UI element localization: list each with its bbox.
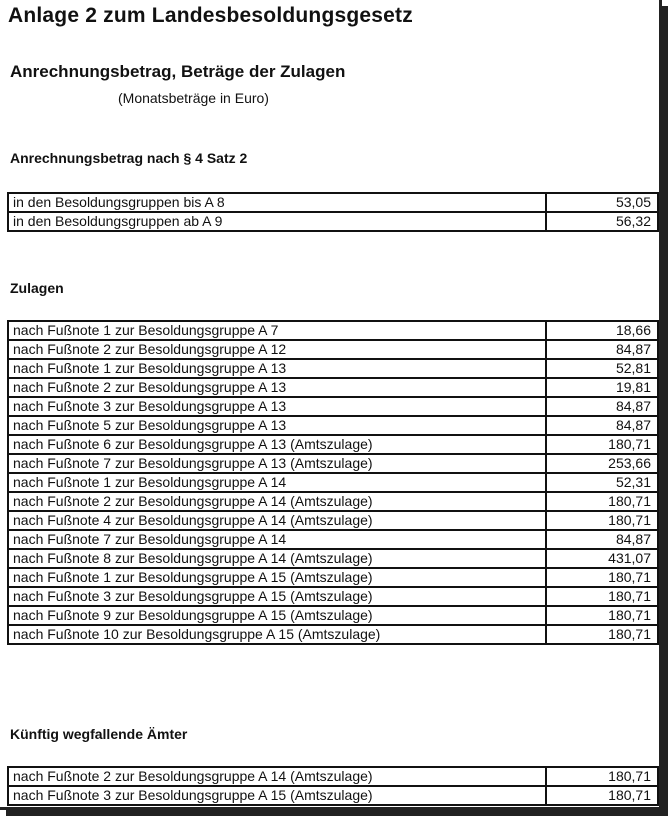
table-row [8, 492, 658, 511]
row-amount: 180,71 [546, 767, 658, 786]
row-amount: 19,81 [546, 378, 658, 397]
row-amount: 180,71 [546, 786, 658, 805]
row-label: nach Fußnote 1 zur Besoldungsgruppe A 14 [8, 473, 546, 492]
row-label: nach Fußnote 7 zur Besoldungsgruppe A 13 (Amtszulage) [8, 454, 546, 473]
row-label: nach Fußnote 1 zur Besoldungsgruppe A 13 [8, 359, 546, 378]
table-row [8, 625, 658, 644]
row-amount: 180,71 [546, 568, 658, 587]
row-label: nach Fußnote 3 zur Besoldungsgruppe A 15 (Amtszulage) [8, 786, 546, 805]
row-amount: 84,87 [546, 397, 658, 416]
table-row [8, 212, 658, 231]
table-row [8, 378, 658, 397]
table-row [8, 511, 658, 530]
row-amount: 180,71 [546, 511, 658, 530]
section-heading-zulagen: Zulagen [10, 280, 64, 296]
row-label: nach Fußnote 10 zur Besoldungsgruppe A 15 (Amtszulage) [8, 625, 546, 644]
row-amount: 180,71 [546, 492, 658, 511]
table-row [8, 359, 658, 378]
row-amount: 180,71 [546, 435, 658, 454]
table-anrechnung [7, 192, 659, 232]
row-label: nach Fußnote 6 zur Besoldungsgruppe A 13 (Amtszulage) [8, 435, 546, 454]
table-row [8, 473, 658, 492]
row-label: nach Fußnote 3 zur Besoldungsgruppe A 15 (Amtszulage) [8, 587, 546, 606]
row-label: nach Fußnote 5 zur Besoldungsgruppe A 13 [8, 416, 546, 435]
row-amount: 431,07 [546, 549, 658, 568]
table-row [8, 416, 658, 435]
row-label: nach Fußnote 2 zur Besoldungsgruppe A 14 (Amtszulage) [8, 492, 546, 511]
row-amount: 56,32 [546, 212, 658, 231]
row-amount: 84,87 [546, 530, 658, 549]
table-row [8, 786, 658, 805]
page-shadow-bottom [6, 810, 668, 816]
table-row [8, 454, 658, 473]
row-amount: 52,31 [546, 473, 658, 492]
table-row [8, 767, 658, 786]
table-row [8, 435, 658, 454]
section-heading-wegfallend: Künftig wegfallende Ämter [10, 726, 188, 742]
document-subtitle: Anrechnungsbetrag, Beträge der Zulagen [10, 62, 346, 81]
table-row [8, 340, 658, 359]
row-amount: 84,87 [546, 340, 658, 359]
row-label: nach Fußnote 2 zur Besoldungsgruppe A 14 (Amtszulage) [8, 767, 546, 786]
table-row [8, 193, 658, 212]
row-amount: 253,66 [546, 454, 658, 473]
row-label: nach Fußnote 7 zur Besoldungsgruppe A 14 [8, 530, 546, 549]
row-amount: 180,71 [546, 606, 658, 625]
table-row [8, 606, 658, 625]
table-wegfallend [7, 766, 659, 806]
row-label: nach Fußnote 4 zur Besoldungsgruppe A 14 (Amtszulage) [8, 511, 546, 530]
table-row [8, 530, 658, 549]
row-label: nach Fußnote 3 zur Besoldungsgruppe A 13 [8, 397, 546, 416]
row-amount: 18,66 [546, 321, 658, 340]
table-row [8, 587, 658, 606]
row-amount: 52,81 [546, 359, 658, 378]
row-label: in den Besoldungsgruppen ab A 9 [8, 212, 546, 231]
row-amount: 84,87 [546, 416, 658, 435]
table-zulagen [7, 320, 659, 645]
document-title: Anlage 2 zum Landesbesoldungsgesetz [8, 4, 413, 27]
row-label: nach Fußnote 1 zur Besoldungsgruppe A 7 [8, 321, 546, 340]
row-amount: 53,05 [546, 193, 658, 212]
page-shadow-right [662, 6, 668, 814]
table-row [8, 321, 658, 340]
row-label: nach Fußnote 1 zur Besoldungsgruppe A 15 (Amtszulage) [8, 568, 546, 587]
table-row [8, 568, 658, 587]
row-label: nach Fußnote 9 zur Besoldungsgruppe A 15 (Amtszulage) [8, 606, 546, 625]
table-row [8, 397, 658, 416]
row-label: nach Fußnote 8 zur Besoldungsgruppe A 14 (Amtszulage) [8, 549, 546, 568]
row-label: nach Fußnote 2 zur Besoldungsgruppe A 13 [8, 378, 546, 397]
row-label: nach Fußnote 2 zur Besoldungsgruppe A 12 [8, 340, 546, 359]
section-heading-anrechnung: Anrechnungsbetrag nach § 4 Satz 2 [10, 150, 248, 166]
table-row [8, 549, 658, 568]
row-amount: 180,71 [546, 587, 658, 606]
row-amount: 180,71 [546, 625, 658, 644]
row-label: in den Besoldungsgruppen bis A 8 [8, 193, 546, 212]
currency-note: (Monatsbeträge in Euro) [118, 90, 269, 106]
